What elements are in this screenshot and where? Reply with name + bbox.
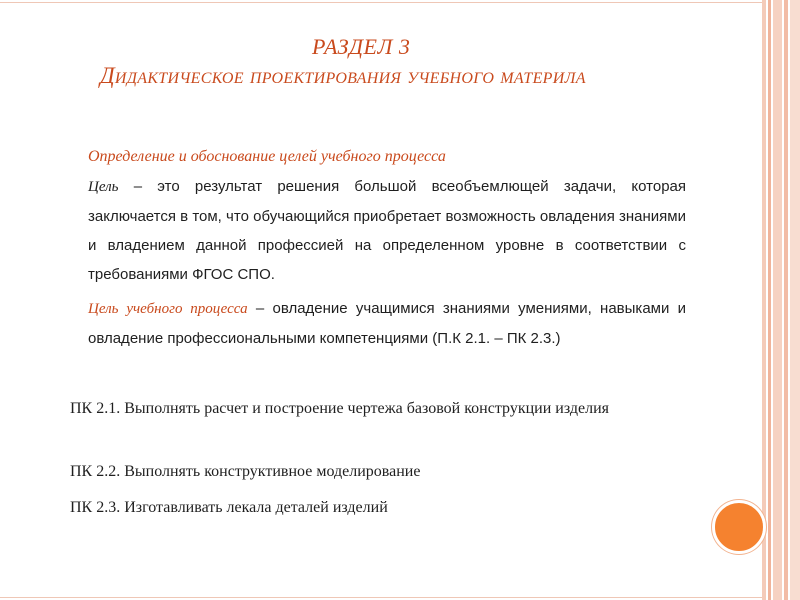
section-title: РАЗДЕЛ 3 (312, 34, 411, 59)
competency-item: ПК 2.3. Изготавливать лекала деталей изделий (70, 499, 388, 516)
frame-bottom-line (0, 597, 762, 598)
process-goal-dash: – (247, 300, 273, 317)
decorative-stripe (773, 0, 782, 600)
decorative-stripe (784, 0, 788, 600)
process-goal-term: Цель учебного процесса (88, 301, 248, 317)
competency-item: ПК 2.2. Выполнять конструктивное моделирование (70, 463, 421, 480)
decorative-stripe (790, 0, 800, 600)
goal-text: – это результат решения большой всеобъемлющей задачи, которая заключается в том, что обучающийся приобретает возможность овладения знаниями и владением данной профессией на определенном уровне в соответствии с требованиями ФГОС СПО. (88, 178, 686, 283)
process-goal-text: овладение учащимися знаниями умениями, навыками и овладение профессиональными компетенциями (П.К 2.1. – ПК 2.3.) (88, 300, 687, 347)
section-subtitle: Дидактическое проектирования учебного материла (100, 63, 586, 88)
decorative-circle (712, 500, 766, 554)
goal-term: Цель (88, 179, 119, 195)
frame-top-line (0, 2, 762, 3)
decorative-stripe (768, 0, 771, 600)
goal-definition (88, 172, 686, 289)
content-heading: Определение и обоснование целей учебного процесса (88, 148, 446, 165)
process-goal-definition (88, 294, 686, 353)
competency-item: ПК 2.1. Выполнять расчет и построение чертежа базовой конструкции изделия (70, 400, 610, 417)
decorative-stripe (762, 0, 766, 600)
